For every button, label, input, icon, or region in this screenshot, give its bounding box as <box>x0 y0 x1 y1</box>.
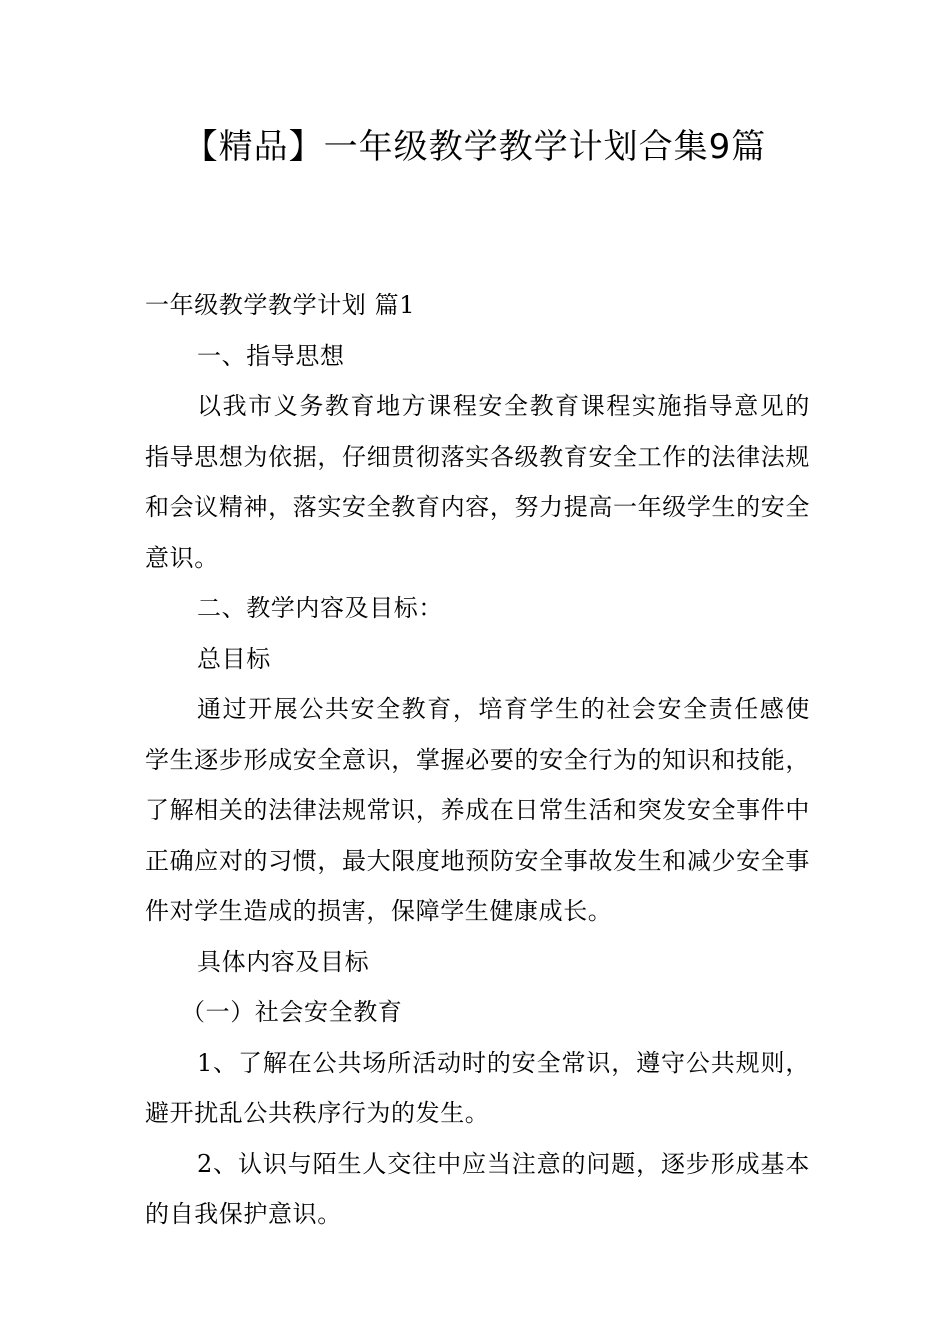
document-title: 【精品】一年级教学教学计划合集9篇 <box>183 127 767 167</box>
paragraph-overall-goal: 通过开展公共安全教育，培育学生的社会安全责任感使学生逐步形成安全意识，掌握必要的安全行为的知识和技能，了解相关的法律法规常识，养成在日常生活和突发安全事件中正确应对的习惯，最大限度地预防安全事故发生和减少安全事件对学生造成的损害，保障学生健康成长。 <box>145 695 810 925</box>
subheading-guiding-ideology: 一、指导思想 <box>197 341 345 370</box>
list-item: 1、了解在公共场所活动时的安全常识，遵守公共规则，避开扰乱公共秩序行为的发生。 <box>145 1048 810 1127</box>
subheading-social-safety: （一）社会安全教育 <box>181 998 403 1026</box>
section-heading: 一年级教学教学计划 篇1 <box>145 291 416 319</box>
paragraph-guiding-ideology: 以我市义务教育地方课程安全教育课程实施指导意见的指导思想为依据，仔细贯彻落实各级教育安全工作的法律法规和会议精神，落实安全教育内容，努力提高一年级学生的安全意识。 <box>145 392 810 572</box>
subheading-content-goals: 二、教学内容及目标： <box>197 594 443 622</box>
subheading-specific-content: 具体内容及目标 <box>197 947 370 976</box>
subheading-overall-goal: 总目标 <box>197 644 271 673</box>
list-item: 2、认识与陌生人交往中应当注意的问题，逐步形成基本的自我保护意识。 <box>145 1149 810 1228</box>
document-body <box>145 280 810 1240</box>
